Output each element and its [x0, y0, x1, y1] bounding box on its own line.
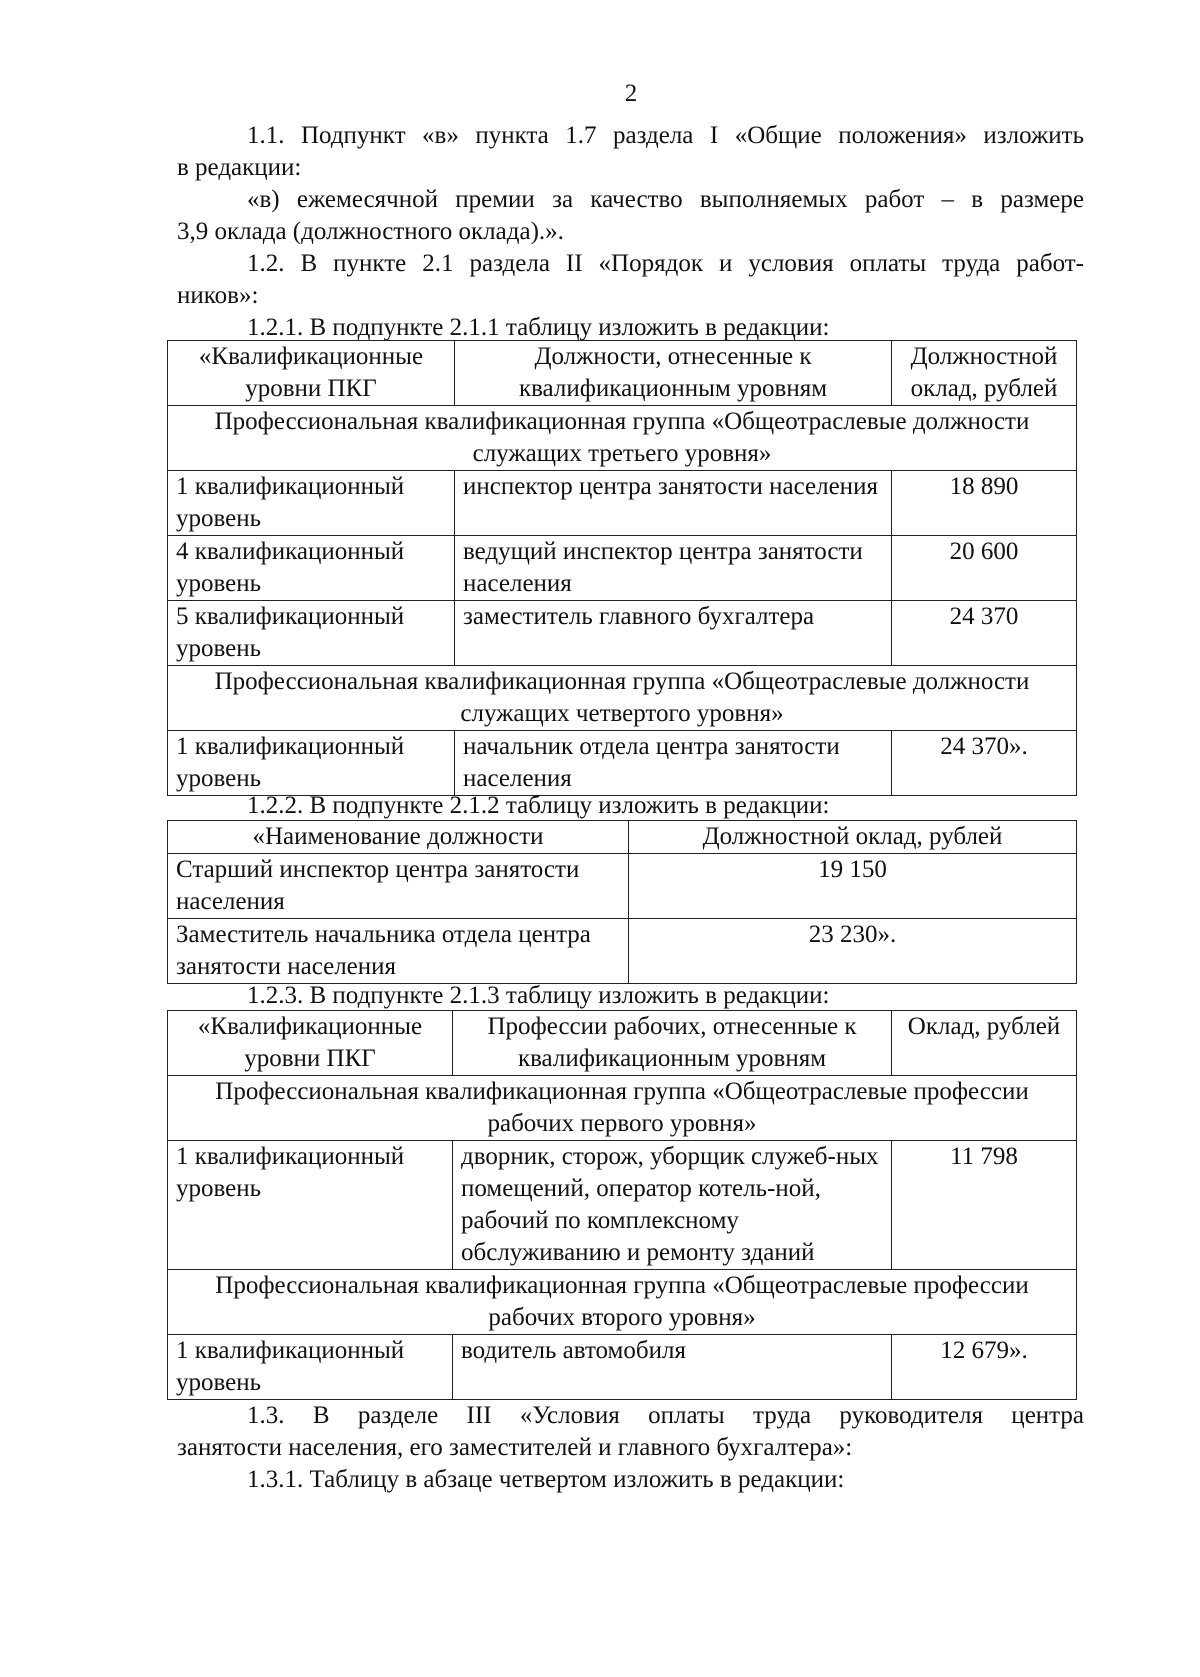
salary-cell: 24 370». — [892, 731, 1077, 796]
level-cell: 1 квалификационный уровень — [168, 1141, 453, 1270]
table-positions-salary — [167, 820, 1077, 984]
table-header-row — [168, 341, 1077, 406]
group-title: Профессиональная квалификационная группа «Общеотраслевые профессии рабочих второго уровня» — [168, 1270, 1077, 1335]
paragraph-1-2-3: 1.2.3. В подпункте 2.1.3 таблицу изложить в редакции: — [247, 982, 830, 1009]
paragraph-1-3: 1.3. В разделе III «Условия оплаты труда руководителя центра — [247, 1402, 1084, 1429]
table-row — [168, 1335, 1077, 1400]
level-cell: 4 квалификационный уровень — [168, 536, 455, 601]
paragraph-1-3-cont: занятости населения, его заместителей и главного бухгалтера»: — [177, 1434, 853, 1461]
paragraph-1-1-cont: в редакции: — [177, 154, 302, 181]
table-row — [168, 601, 1077, 666]
paragraph-1-2-cont: ников»: — [177, 282, 259, 309]
salary-cell: 24 370 — [892, 601, 1077, 666]
level-cell: 1 квалификационный уровень — [168, 471, 455, 536]
level-cell: 1 квалификационный уровень — [168, 731, 455, 796]
header-cell: Оклад, рублей — [892, 1011, 1077, 1076]
paragraph-1-1: 1.1. Подпункт «в» пункта 1.7 раздела I «Общие положения» изложить — [247, 122, 1084, 149]
table-header-row — [168, 821, 1077, 854]
table-row — [168, 731, 1077, 796]
position-cell: заместитель главного бухгалтера — [455, 601, 892, 666]
salary-cell: 12 679». — [892, 1335, 1077, 1400]
salary-cell: 11 798 — [892, 1141, 1077, 1270]
salary-cell: 19 150 — [629, 854, 1077, 919]
table-header-row — [168, 1011, 1077, 1076]
paragraph-1-3-1: 1.3.1. Таблицу в абзаце четвертом изложить в редакции: — [247, 1466, 845, 1493]
table-row — [168, 536, 1077, 601]
position-cell: Заместитель начальника отдела центра занятости населения — [168, 919, 629, 984]
header-cell: «Квалификационные уровни ПКГ — [168, 1011, 453, 1076]
header-cell: Профессии рабочих, отнесенные к квалификационным уровням — [453, 1011, 892, 1076]
paragraph-1-2: 1.2. В пункте 2.1 раздела II «Порядок и условия оплаты труда работ- — [247, 250, 1084, 277]
salary-cell: 20 600 — [892, 536, 1077, 601]
paragraph-v-cont: 3,9 оклада (должностного оклада).». — [177, 218, 564, 245]
position-cell: ведущий инспектор центра занятости населения — [455, 536, 892, 601]
paragraph-1-2-2: 1.2.2. В подпункте 2.1.2 таблицу изложить в редакции: — [247, 792, 830, 819]
group-row — [168, 406, 1077, 471]
position-cell: дворник, сторож, уборщик служеб-ных помещений, оператор котель-ной, рабочий по комплексному обслуживанию и ремонту зданий — [453, 1141, 892, 1270]
level-cell: 1 квалификационный уровень — [168, 1335, 453, 1400]
header-cell: «Наименование должности — [168, 821, 629, 854]
group-row — [168, 1270, 1077, 1335]
position-cell: начальник отдела центра занятости населения — [455, 731, 892, 796]
header-cell: Должностной оклад, рублей — [629, 821, 1077, 854]
table-row — [168, 854, 1077, 919]
group-row — [168, 666, 1077, 731]
paragraph-v: «в) ежемесячной премии за качество выполняемых работ – в размере — [247, 186, 1084, 213]
position-cell: водитель автомобиля — [453, 1335, 892, 1400]
level-cell: 5 квалификационный уровень — [168, 601, 455, 666]
salary-cell: 23 230». — [629, 919, 1077, 984]
header-cell: Должности, отнесенные к квалификационным уровням — [455, 341, 892, 406]
position-cell: Старший инспектор центра занятости населения — [168, 854, 629, 919]
position-cell: инспектор центра занятости населения — [455, 471, 892, 536]
group-title: Профессиональная квалификационная группа «Общеотраслевые профессии рабочих первого уровня» — [168, 1076, 1077, 1141]
salary-cell: 18 890 — [892, 471, 1077, 536]
table-row — [168, 1141, 1077, 1270]
group-row — [168, 1076, 1077, 1141]
group-title: Профессиональная квалификационная группа «Общеотраслевые должности служащих четвертого уровня» — [168, 666, 1077, 731]
table-row — [168, 471, 1077, 536]
table-row — [168, 919, 1077, 984]
group-title: Профессиональная квалификационная группа «Общеотраслевые должности служащих третьего уровня» — [168, 406, 1077, 471]
header-cell: «Квалификационные уровни ПКГ — [168, 341, 455, 406]
table-pkg-workers — [167, 1010, 1077, 1400]
table-pkg-positions — [167, 340, 1077, 796]
paragraph-1-2-1: 1.2.1. В подпункте 2.1.1 таблицу изложить в редакции: — [247, 314, 830, 341]
header-cell: Должностной оклад, рублей — [892, 341, 1077, 406]
page-number: 2 — [624, 80, 638, 107]
